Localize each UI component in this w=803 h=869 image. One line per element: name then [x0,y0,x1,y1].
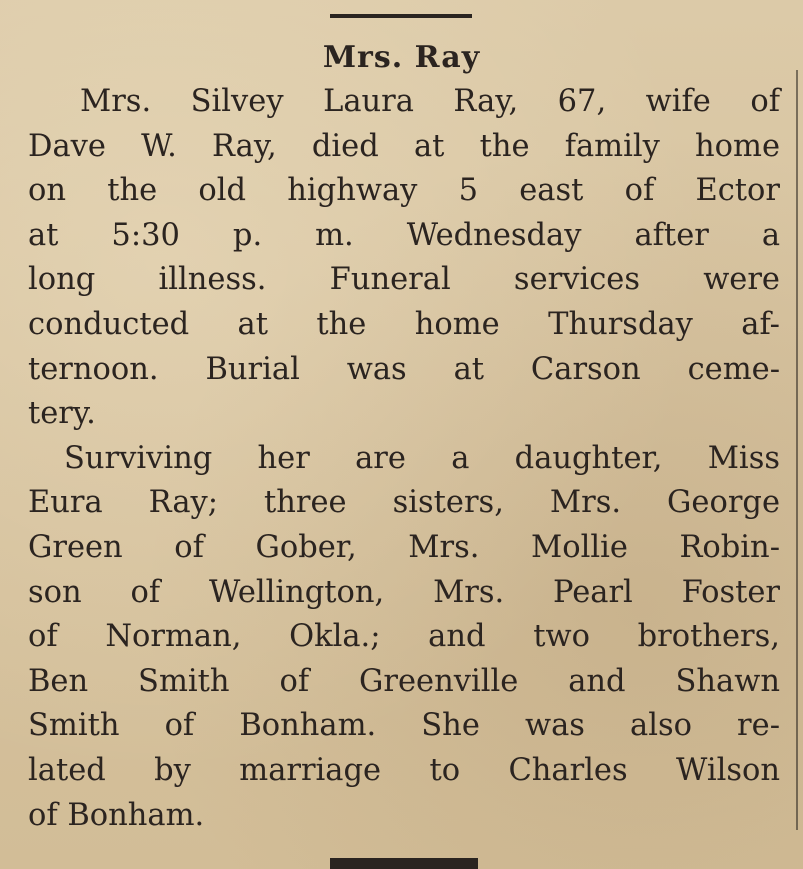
top-column-rule [330,14,472,18]
paragraph-1-line-5: long illness. Funeral services were [28,262,780,298]
paragraph-2-line-7: Smith of Bonham. She was also re- [28,708,780,744]
obituary-body [28,80,780,838]
paragraph-2-line-5: of Norman, Okla.; and two brothers, [28,619,780,655]
paragraph-2-line-2: Eura Ray; three sisters, Mrs. George [28,485,780,521]
paragraph-2-line-8: lated by marriage to Charles Wilson [28,752,780,788]
paragraph-2-line-3: Green of Gober, Mrs. Mollie Robin- [28,529,780,565]
paragraph-1-line-2: Dave W. Ray, died at the family home [28,128,780,164]
paragraph-2-line-6: Ben Smith of Greenville and Shawn [28,663,780,699]
paragraph-2-line-1: Surviving her are a daughter, Miss [64,440,780,476]
bottom-column-rule [330,858,478,869]
obituary-headline: Mrs. Ray [322,40,481,75]
paragraph-1-line-1: Mrs. Silvey Laura Ray, 67, wife of [80,84,780,119]
paragraph-1-line-6: conducted at the home Thursday af- [28,306,780,342]
paragraph-1-line-3: on the old highway 5 east of Ector [28,173,780,209]
paragraph-2-line-9: of Bonham. [28,797,205,833]
paragraph-2-line-4: son of Wellington, Mrs. Pearl Foster [28,574,780,610]
paragraph-1-line-4: at 5:30 p. m. Wednesday after a [28,217,780,253]
paragraph-1-line-7: ternoon. Burial was at Carson ceme- [28,351,780,387]
column-edge-rule [796,70,798,830]
paragraph-1-line-8: tery. [28,396,96,432]
